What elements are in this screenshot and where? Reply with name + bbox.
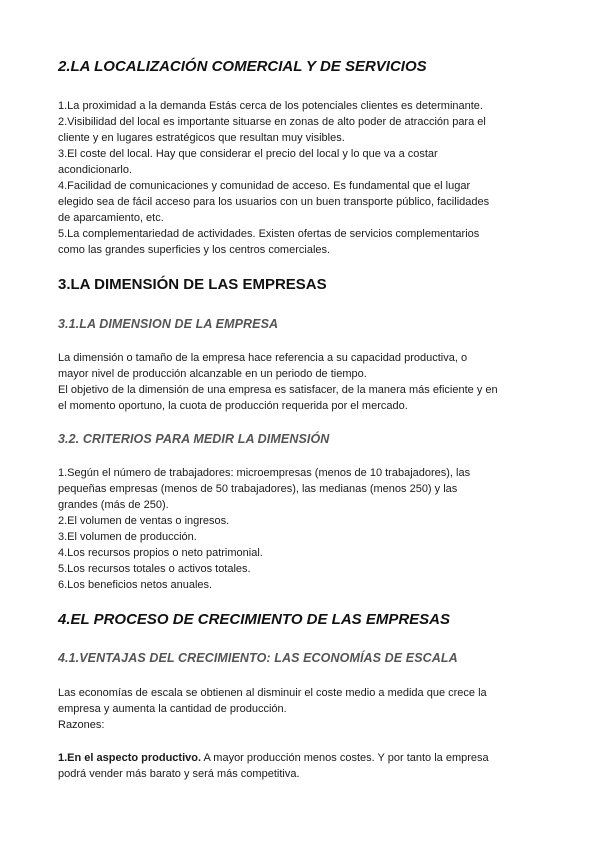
paragraph-economias — [58, 685, 548, 733]
subheading-ventajas: 4.1.VENTAJAS DEL CRECIMIENTO: LAS ECONOMÍAS DE ESCALA — [58, 651, 458, 665]
text-line: Razones: — [58, 719, 105, 731]
heading-dimension: 3.LA DIMENSIÓN DE LAS EMPRESAS — [58, 276, 327, 293]
text-line: el momento oportuno, la cuota de producción requerida por el mercado. — [58, 400, 408, 412]
text-line: cliente y en lugares estratégicos que resultan muy visibles. — [58, 132, 345, 144]
text-line: mayor nivel de producción alcanzable en un periodo de tiempo. — [58, 368, 367, 380]
text-line — [58, 750, 548, 766]
text-line: como las grandes superficies y los centros comerciales. — [58, 244, 331, 256]
text-line: 4.Los recursos propios o neto patrimonial. — [58, 547, 263, 559]
text-line: podrá vender más barato y será más competitiva. — [58, 768, 300, 780]
text-line: elegido sea de fácil acceso para los usuarios con un buen transporte público, facilidades — [58, 196, 490, 208]
text-line: empresa y aumenta la cantidad de producción. — [58, 703, 287, 715]
text-line: 1.La proximidad a la demanda Estás cerca de los potenciales clientes es determinante. — [58, 100, 483, 112]
text-line: 6.Los beneficios netos anuales. — [58, 579, 213, 591]
text-line: pequeñas empresas (menos de 50 trabajadores), las medianas (menos 250) y las — [58, 483, 458, 495]
text-line: 5.La complementariedad de actividades. Existen ofertas de servicios complementarios — [58, 228, 480, 240]
heading-localizacion: 2.LA LOCALIZACIÓN COMERCIAL Y DE SERVICIOS — [58, 58, 427, 75]
text-line: La dimensión o tamaño de la empresa hace referencia a su capacidad productiva, o — [58, 352, 468, 364]
text-line: acondicionarlo. — [58, 164, 132, 176]
subheading-criterios: 3.2. CRITERIOS PARA MEDIR LA DIMENSIÓN — [58, 432, 330, 446]
subheading-dimension-empresa: 3.1.LA DIMENSION DE LA EMPRESA — [58, 317, 279, 331]
text-line: 2.Visibilidad del local es importante situarse en zonas de alto poder de atracción para el — [58, 116, 486, 128]
text-line: grandes (más de 250). — [58, 499, 169, 511]
paragraph-aspecto-productivo — [58, 750, 548, 782]
heading-crecimiento: 4.EL PROCESO DE CRECIMIENTO DE LAS EMPRESAS — [58, 611, 451, 628]
paragraph-localizacion — [58, 98, 548, 258]
text-line: 1.Según el número de trabajadores: microempresas (menos de 10 trabajadores), las — [58, 467, 471, 479]
text-line: 2.El volumen de ventas o ingresos. — [58, 515, 230, 527]
text-line: 5.Los recursos totales o activos totales. — [58, 563, 251, 575]
text-line: 3.El volumen de producción. — [58, 531, 197, 543]
text-line: Las economías de escala se obtienen al disminuir el coste medio a medida que crece la — [58, 687, 487, 699]
text-line: 3.El coste del local. Hay que considerar el precio del local y lo que va a costar — [58, 148, 438, 160]
paragraph-criterios — [58, 465, 548, 593]
text-span: A mayor producción menos costes. Y por tanto la empresa — [201, 752, 489, 764]
bold-lead: 1.En el aspecto productivo. — [58, 752, 202, 764]
text-line: 4.Facilidad de comunicaciones y comunidad de acceso. Es fundamental que el lugar — [58, 180, 471, 192]
text-line: de aparcamiento, etc. — [58, 212, 164, 224]
text-line: El objetivo de la dimensión de una empresa es satisfacer, de la manera más eficiente y en — [58, 384, 498, 396]
paragraph-dimension — [58, 350, 548, 414]
